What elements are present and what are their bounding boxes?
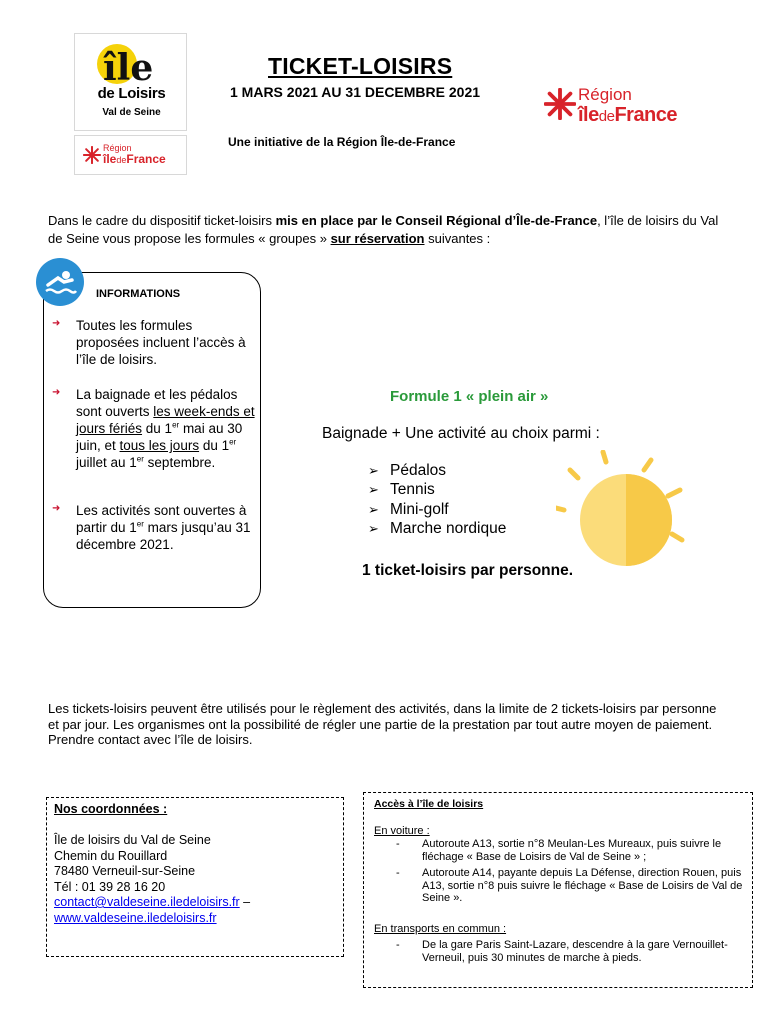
chevron-arrow-icon: ➢ (368, 482, 379, 498)
email-link[interactable]: contact@valdeseine.iledeloisirs.fr (54, 895, 240, 909)
contact-details: Île de loisirs du Val de Seine Chemin du Rouillard 78480 Verneuil-sur-Seine Tél : 01 39 28 16 20 contact@valdeseine.iledeloisirs.fr – www.valdeseine.iledeloisirs.fr (54, 833, 251, 925)
list-item: - Autoroute A13, sortie n°8 Meulan-Les Mureaux, puis suivre le fléchage « Base de Loisirs de Val de Seine » ; (396, 838, 722, 863)
sun-icon (556, 450, 686, 580)
contact-city: 78480 Verneuil-sur-Seine (54, 864, 196, 878)
logo-line2: Val de Seine (102, 107, 161, 118)
info-item-swimming: La baignade et les pédalos sont ouverts les week-ends et jours fériés du 1er mai au 30 juin, et tous les jours du 1er juillet au 1er septembre. (76, 387, 255, 470)
ile-logo-icon (95, 42, 169, 86)
formula-title: Formule 1 « plein air » (390, 388, 549, 405)
contact-street: Chemin du Rouillard (54, 848, 168, 863)
intro-paragraph: Dans le cadre du dispositif ticket-loisirs mis en place par le Conseil Régional d’Île-de-France, l’île de loisirs du Val de Seine vous propose les formules « groupes » sur réservation suivantes : (48, 213, 719, 246)
list-item: - De la gare Paris Saint-Lazare, descendre à la gare Vernouillet-Verneuil, puis 30 minutes de marche à pieds. (396, 939, 728, 964)
access-title: Accès à l’île de loisirs (374, 798, 484, 810)
list-item: - Autoroute A14, payante depuis La Défense, direction Rouen, puis A13, sortie n°8 puis suivre le fléchage « Base de Loisirs de Val de Seine ». (396, 867, 743, 904)
list-item: ➢ Tennis (368, 481, 435, 499)
arrow-bullet-icon: ➜ (52, 318, 61, 329)
website-link[interactable]: www.valdeseine.iledeloisirs.fr (54, 910, 217, 925)
region-star-icon-large (544, 88, 576, 120)
swimmer-icon (36, 258, 84, 306)
initiative-text: Une initiative de la Région Île-de-France (228, 135, 456, 149)
arrow-bullet-icon: ➜ (52, 387, 61, 398)
tickets-per-person: 1 ticket-loisirs par personne. (362, 562, 574, 579)
formula-subtitle: Baignade + Une activité au choix parmi : (322, 425, 600, 442)
chevron-arrow-icon: ➢ (368, 462, 379, 478)
arrow-bullet-icon: ➜ (52, 503, 61, 514)
validity-dates: 1 MARS 2021 AU 31 DECEMBRE 2021 (230, 84, 481, 100)
logo-line1: de Loisirs (97, 85, 166, 102)
list-item: ➢ Marche nordique (368, 520, 507, 538)
chevron-arrow-icon: ➢ (368, 501, 379, 517)
list-item: ➢ Pédalos (368, 461, 447, 479)
region-logo-large: Région îledeFrance (578, 85, 678, 126)
usage-rules-paragraph: Les tickets-loisirs peuvent être utilisés pour le règlement des activités, dans la limite de 2 tickets-loisirs par personne et par jour. Les organismes ont la possibilité de régler une partie de la prestation par tout autre moyen de paiement. Prendre contact avec l’île de loisirs. (48, 701, 717, 747)
by-transit-label: En transports en commun : (374, 923, 507, 935)
region-logo-small-text: Région îledeFrance (103, 143, 166, 166)
contact-phone: Tél : 01 39 28 16 20 (54, 879, 166, 894)
info-item-access: Toutes les formules proposées incluent l’accès à l’île de loisirs. (76, 318, 246, 367)
activity-list (368, 461, 506, 539)
list-item: ➢ Mini-golf (368, 500, 449, 518)
info-item-activities: Les activités sont ouvertes à partir du 1er mars jusqu’au 31 décembre 2021. (76, 503, 251, 552)
chevron-arrow-icon: ➢ (368, 521, 379, 537)
contact-name: Île de loisirs du Val de Seine (54, 833, 211, 847)
by-car-label: En voiture : (374, 825, 430, 837)
page-title: TICKET-LOISIRS (268, 53, 453, 79)
contact-title: Nos coordonnées : (54, 802, 168, 816)
information-title: INFORMATIONS (96, 288, 181, 300)
svg-text:île: île (103, 47, 154, 86)
region-star-icon (83, 146, 101, 164)
